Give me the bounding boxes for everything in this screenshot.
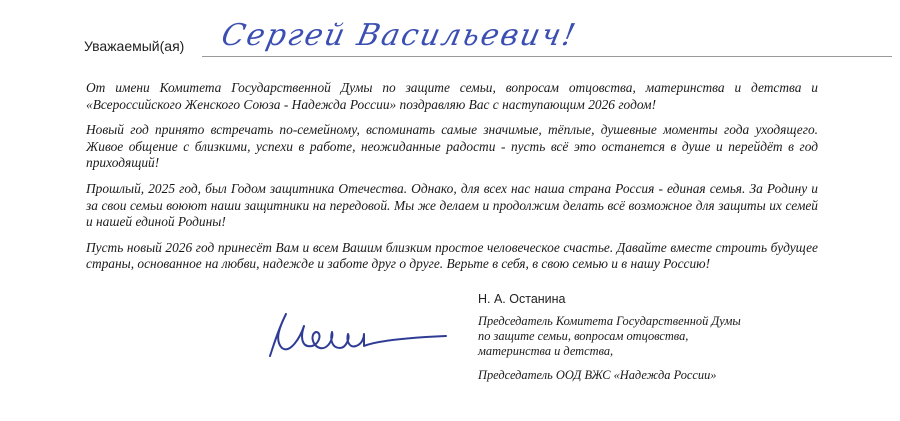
signature-block [478, 292, 798, 383]
signer-title [478, 314, 798, 359]
title-line: Председатель Комитета Государственной Думы [478, 314, 741, 328]
handwritten-signature [260, 308, 450, 362]
paragraph: Пусть новый 2026 год принесёт Вам и всем Вашим близким простое человеческое счастье. Давайте вместе строить будущее страны, основанное на любви, надежде и заботе друг о друге. Верьте в себя, в свою семью и в нашу Россию! [86, 239, 818, 272]
paragraph: От имени Комитета Государственной Думы по защите семьи, вопросам отцовства, материнства и детства и «Всероссийского Женского Союза - Надежда России» поздравляю Вас с наступающим 2026 годом! [86, 80, 818, 112]
paragraph: Новый год принято встречать по-семейному, вспоминать самые значимые, тёплые, душевные моменты года уходящего. Живое общение с близкими, успехи в работе, неожиданные радости - пусть всё это останется в душе и перейдёт в год приходящий! [86, 122, 818, 171]
signer-name: Н. А. Останина [478, 292, 566, 306]
handwritten-name: Сергей Васильевич! [218, 18, 581, 53]
title-line: материнства и детства, [478, 344, 614, 358]
letter-body [86, 80, 818, 282]
title-line: по защите семьи, вопросам отцовства, [478, 329, 689, 343]
greeting-row [84, 18, 810, 58]
greeting-label: Уважаемый(ая) [84, 38, 185, 54]
signer-second-title: Председатель ООД ВЖС «Надежда России» [478, 368, 717, 382]
greeting-underline [202, 56, 892, 57]
paragraph: Прошлый, 2025 год, был Годом защитника Отечества. Однако, для всех нас наша страна Россия - единая семья. За Родину и за свои семьи воюют наши защитники на передовой. Мы же делаем и продолжим делать всё возможное для защиты их семей и нашей единой Родины! [86, 180, 818, 230]
